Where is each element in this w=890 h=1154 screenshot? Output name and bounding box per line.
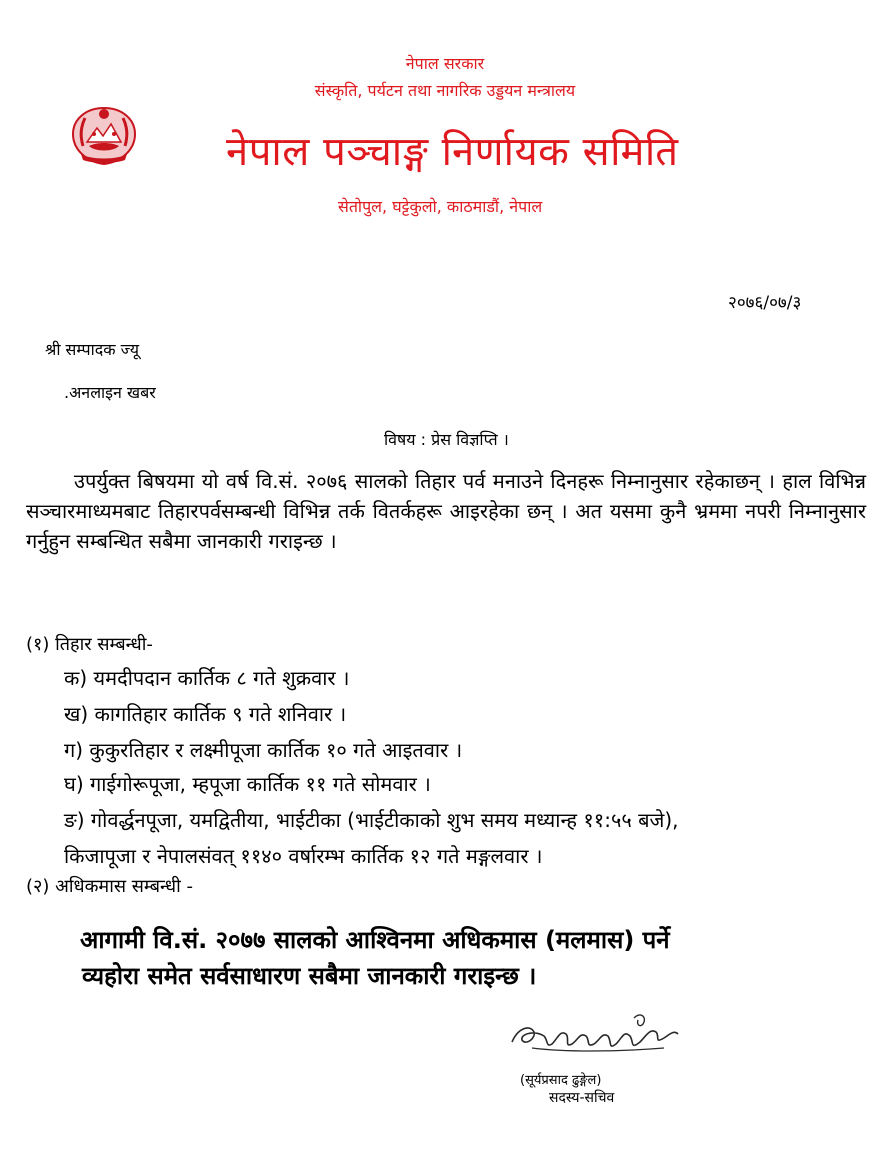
letter-recipient: श्री सम्पादक ज्यू [45,340,140,359]
adhikmas-notice [80,922,670,994]
adhikmas-section-heading: (२) अधिकमास सम्बन्धी - [26,876,193,897]
tihar-list-item: ख) कागतिहार कार्तिक ९ गते शनिवार । [64,702,347,726]
body-paragraph [26,466,866,556]
committee-address: सेतोपुल, घट्टेकुलो, काठमाडौं, नेपाल [338,197,543,216]
tihar-list-item: ङ) गोवर्द्धनपूजा, यमद्वितीया, भाईटीका (भाईटीकाको शुभ समय मध्यान्ह ११:५५ बजे), [64,808,679,832]
letter-date: २०७६/०७/३ [728,293,802,313]
nepal-emblem-logo [67,104,141,168]
tihar-list-item: घ) गाईगोरूपूजा, म्हपूजा कार्तिक ११ गते सोमवार । [64,772,431,796]
adhikmas-line-2: व्यहोरा समेत सर्वसाधारण सबैमा जानकारी गराइन्छ । [82,962,537,990]
handwritten-signature [504,1008,684,1064]
signatory-name: (सूर्यप्रसाद ढुङ्गेल) [520,1073,602,1088]
tihar-section-heading: (१) तिहार सम्बन्धी- [26,634,153,655]
government-name: नेपाल सरकार [405,54,485,73]
tihar-list-item: क) यमदीपदान कार्तिक ८ गते शुक्रवार । [64,666,350,690]
letter-subject: विषय : प्रेस विज्ञप्ति । [384,430,509,449]
ministry-name: संस्कृति, पर्यटन तथा नागरिक उड्डयन मन्त्रालय [314,81,576,100]
tihar-list-item: ग) कुकुरतिहार र लक्ष्मीपूजा कार्तिक १० गते आइतवार । [64,738,463,762]
signatory-title: सदस्य-सचिव [549,1090,615,1106]
adhikmas-line-1: आगामी वि.सं. २०७७ सालको आश्विनमा अधिकमास (मलमास) पर्ने [80,926,670,954]
committee-title: नेपाल पञ्चाङ्ग निर्णायक समिति [226,129,679,175]
publisher-name: .अनलाइन खबर [64,383,156,402]
tihar-list-item-continuation: किजापूजा र नेपालसंवत् ११४० वर्षारम्भ कार्तिक १२ गते मङ्गलवार । [64,844,543,868]
body-text: उपर्युक्त बिषयमा यो वर्ष वि.सं. २०७६ सालको तिहार पर्व मनाउने दिनहरू निम्नानुसार रहेकाछन् । हाल विभिन्न सञ्चारमाध्यमबाट तिहारपर्वसम्बन्धी विभिन्न तर्क वितर्कहरू आइरहेका छन् । अत यसमा कुनै भ्रममा नपरी निम्नानुसार गर्नुहुन सम्बन्धित सबैमा जानकारी गराइन्छ । [26,469,866,553]
